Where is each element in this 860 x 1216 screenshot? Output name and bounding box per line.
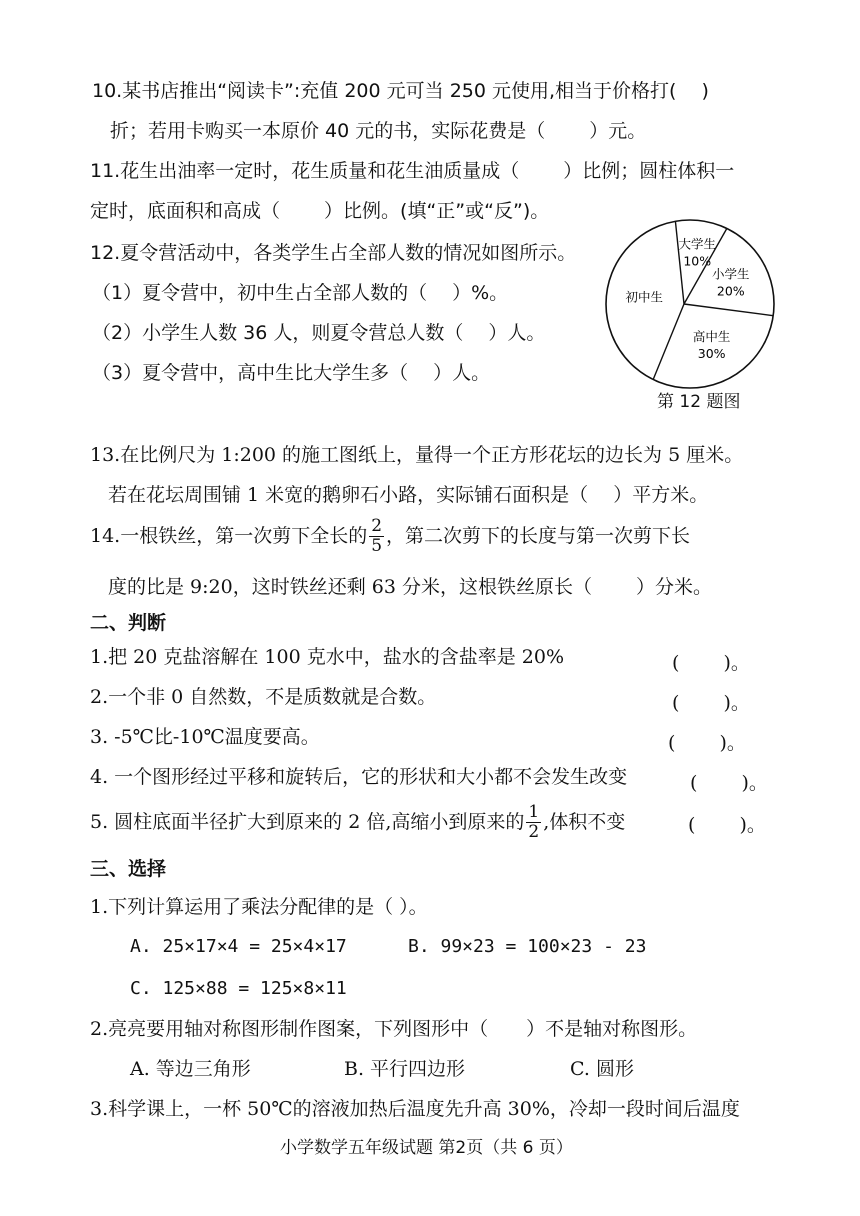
pie-slice-label: 大学生 [678,236,717,252]
judge-item-1: 1.把 20 克盐溶解在 100 克水中，盐水的含盐率是 20% [90,646,564,668]
question-14-line-1 [90,518,690,555]
question-14-text-post: ，第二次剪下的长度与第一次剪下长 [386,525,691,547]
fraction-denominator: 5 [371,536,383,556]
question-14-fraction [369,518,384,555]
question-12-part-1: （1）夏令营中，初中生占全部人数的（ ）%。 [92,282,509,304]
choice-question-3: 3.科学课上，一杯 50℃的溶液加热后温度先升高 30%，冷却一段时间后温度 [90,1098,740,1120]
pie-slice-boundary [653,304,684,379]
question-12-stem: 12.夏令营活动中，各类学生占全部人数的情况如图所示。 [90,242,577,264]
question-14-text-pre: 14.一根铁丝，第一次剪下全长的 [90,525,368,547]
pie-slice-label: 初中生 [625,289,664,305]
pie-chart [600,214,780,394]
judge-answer-blank-1[interactable]: ( )。 [672,652,750,674]
question-12-part-3: （3）夏令营中，高中生比大学生多（ ）人。 [92,362,491,384]
judge-item-5-text-post: ,体积不变 [543,811,626,833]
fraction-denominator: 2 [528,822,540,842]
pie-chart-svg [600,214,780,394]
choice-question-2: 2.亮亮要用轴对称图形制作图案，下列图形中（ ）不是轴对称图形。 [90,1018,698,1040]
judge-answer-blank-4[interactable]: ( )。 [690,772,768,794]
judge-answer-blank-5[interactable]: ( )。 [688,814,766,836]
choice-question-1: 1.下列计算运用了乘法分配律的是（ ）。 [90,896,428,918]
choice-2-option-c[interactable]: C. 圆形 [570,1058,634,1080]
pie-chart-caption: 第 12 题图 [657,392,741,412]
judge-item-5-fraction [526,804,541,841]
question-11-line-1: 11.花生出油率一定时，花生质量和花生油质量成（ ）比例；圆柱体积一 [90,160,735,182]
judge-item-2: 2.一个非 0 自然数，不是质数就是合数。 [90,686,437,708]
section-heading-choice: 三、选择 [90,858,167,880]
question-10-line-2: 折；若用卡购买一本原价 40 元的书，实际花费是（ ）元。 [110,120,647,142]
judge-answer-blank-2[interactable]: ( )。 [672,692,750,714]
pie-slice-value: 20% [716,283,745,299]
choice-2-option-b[interactable]: B. 平行四边形 [344,1058,466,1080]
page-footer: 小学数学五年级试题 第2页（共 6 页） [280,1138,573,1158]
pie-slice-label: 小学生 [712,266,750,282]
fraction-numerator: 1 [528,802,540,822]
pie-slice-value: 10% [683,253,712,269]
judge-answer-blank-3[interactable]: ( )。 [668,732,746,754]
judge-item-5-text: 5. 圆柱底面半径扩大到原来的 2 倍,高缩小到原来的 [90,811,525,833]
pie-slice-boundary [684,304,773,316]
judge-item-4: 4. 一个图形经过平移和旋转后，它的形状和大小都不会发生改变 [90,766,628,788]
judge-item-3: 3. -5℃比-10℃温度要高。 [90,726,320,748]
question-13-line-1: 13.在比例尺为 1:200 的施工图纸上，量得一个正方形花坛的边长为 5 厘米。 [90,444,744,466]
question-14-line-2: 度的比是 9:20，这时铁丝还剩 63 分米，这根铁丝原长（ ）分米。 [108,576,713,598]
choice-1-option-b[interactable]: B. 99×23 = 100×23 - 23 [408,936,647,957]
section-heading-judge: 二、判断 [90,612,167,634]
fraction-numerator: 2 [371,516,383,536]
question-10-line-1: 10.某书店推出“阅读卡”:充值 200 元可当 250 元使用,相当于价格打( ) [92,80,709,102]
question-11-line-2: 定时，底面积和高成（ ）比例。(填“正”或“反”)。 [90,200,550,222]
choice-2-option-a[interactable]: A. 等边三角形 [130,1058,251,1080]
choice-1-option-a[interactable]: A. 25×17×4 = 25×4×17 [130,936,347,957]
question-12-part-2: （2）小学生人数 36 人，则夏令营总人数（ ）人。 [92,322,546,344]
choice-1-option-c[interactable]: C. 125×88 = 125×8×11 [130,978,347,999]
pie-slice-label: 高中生 [692,328,731,344]
judge-item-5 [90,804,625,841]
pie-slice-value: 30% [697,345,726,361]
question-13-line-2: 若在花坛周围铺 1 米宽的鹅卵石小路，实际铺石面积是（ ）平方米。 [108,484,709,506]
